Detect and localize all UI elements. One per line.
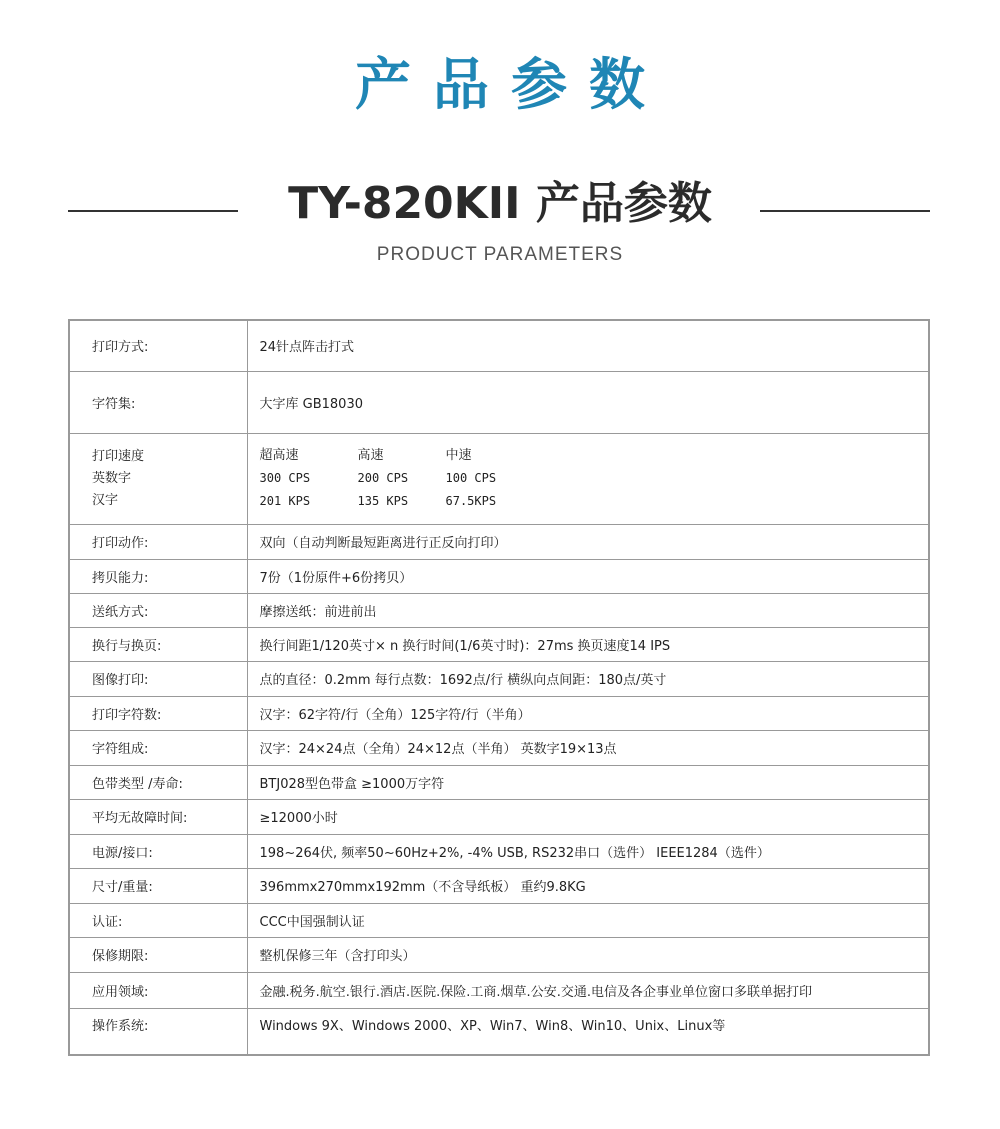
- row-value: Windows 9X、Windows 2000、XP、Win7、Win8、Win10、Unix、Linux等: [247, 1008, 929, 1055]
- table-row: [69, 559, 929, 593]
- table-row: [69, 371, 929, 433]
- row-value: 汉字：24×24点（全角）24×12点（半角） 英数字19×13点: [247, 730, 929, 765]
- row-value: 7份（1份原件+6份拷贝）: [247, 559, 929, 593]
- speed-label: 打印速度: [92, 448, 145, 464]
- hanzi-speed: 135 KPS: [357, 494, 409, 508]
- table-row: [69, 972, 929, 1008]
- speed-header: 高速: [357, 448, 384, 463]
- table-row: [69, 320, 929, 371]
- row-label: 打印字符数:: [69, 696, 247, 730]
- divider-right: [760, 210, 930, 212]
- spec-table: [68, 319, 930, 1056]
- row-value: 396mmx270mmx192mm（不含导纸板） 重约9.8KG: [247, 868, 929, 903]
- table-row: [69, 730, 929, 765]
- row-value: 整机保修三年（含打印头）: [247, 937, 929, 972]
- row-label: 打印方式:: [69, 320, 247, 371]
- row-value: 双向（自动判断最短距离进行正反向打印）: [247, 524, 929, 559]
- table-row: [69, 903, 929, 937]
- row-value: 24针点阵击打式: [247, 320, 929, 371]
- row-value: ≥12000小时: [247, 799, 929, 834]
- row-label: 应用领域:: [69, 972, 247, 1008]
- speed-value-cell: [247, 433, 929, 524]
- alnum-speed: 200 CPS: [357, 471, 409, 485]
- main-title: 产品参数: [355, 53, 667, 118]
- table-row: [69, 524, 929, 559]
- row-value: 大字库 GB18030: [247, 371, 929, 433]
- row-label: 尺寸/重量:: [69, 868, 247, 903]
- model-title: TY-820KII 产品参数: [288, 178, 712, 229]
- row-label: 换行与换页:: [69, 627, 247, 661]
- row-value: 点的直径：0.2mm 每行点数：1692点/行 横纵向点间距：180点/英寸: [247, 661, 929, 696]
- table-row: [69, 593, 929, 627]
- row-label: 保修期限:: [69, 937, 247, 972]
- row-label: 字符集:: [69, 371, 247, 433]
- table-row: [69, 765, 929, 799]
- row-label: 打印动作:: [69, 524, 247, 559]
- table-row-speed: [69, 433, 929, 524]
- alnum-label: 英数字: [92, 470, 132, 486]
- table-row: [69, 937, 929, 972]
- table-row: [69, 661, 929, 696]
- row-label: 色带类型 /寿命:: [69, 765, 247, 799]
- speed-header: 中速: [445, 448, 472, 463]
- hanzi-speed: 67.5KPS: [445, 494, 497, 508]
- row-value: 摩擦送纸：前进前出: [247, 593, 929, 627]
- row-value: 换行间距1/120英寸× n 换行时间(1/6英寸时)：27ms 换页速度14 IPS: [247, 627, 929, 661]
- speed-label-cell: [69, 433, 247, 524]
- table-row: [69, 799, 929, 834]
- alnum-speed: 100 CPS: [445, 471, 497, 485]
- row-value: 金融.税务.航空.银行.酒店.医院.保险.工商.烟草.公安.交通.电信及各企事业单位窗口多联单据打印: [247, 972, 929, 1008]
- table-row: [69, 834, 929, 868]
- row-value: BTJ028型色带盒 ≥1000万字符: [247, 765, 929, 799]
- table-row: [69, 1008, 929, 1055]
- row-label: 平均无故障时间:: [69, 799, 247, 834]
- table-row: [69, 627, 929, 661]
- hanzi-speed: 201 KPS: [259, 494, 311, 508]
- row-label: 操作系统:: [69, 1008, 247, 1055]
- speed-header: 超高速: [259, 448, 299, 463]
- english-title: PRODUCT PARAMETERS: [376, 244, 624, 265]
- row-label: 图像打印:: [69, 661, 247, 696]
- row-label: 字符组成:: [69, 730, 247, 765]
- speed-grid: [260, 446, 929, 511]
- row-label: 电源/接口:: [69, 834, 247, 868]
- table-row: [69, 696, 929, 730]
- alnum-speed: 300 CPS: [259, 471, 311, 485]
- divider-left: [68, 210, 238, 212]
- row-value: 198~264伏, 频率50~60Hz+2%, -4% USB, RS232串口（选件） IEEE1284（选件）: [247, 834, 929, 868]
- row-label: 送纸方式:: [69, 593, 247, 627]
- row-label: 认证:: [69, 903, 247, 937]
- table-row: [69, 868, 929, 903]
- row-label: 拷贝能力:: [69, 559, 247, 593]
- row-value: CCC中国强制认证: [247, 903, 929, 937]
- row-value: 汉字：62字符/行（全角）125字符/行（半角）: [247, 696, 929, 730]
- hanzi-label: 汉字: [92, 492, 119, 508]
